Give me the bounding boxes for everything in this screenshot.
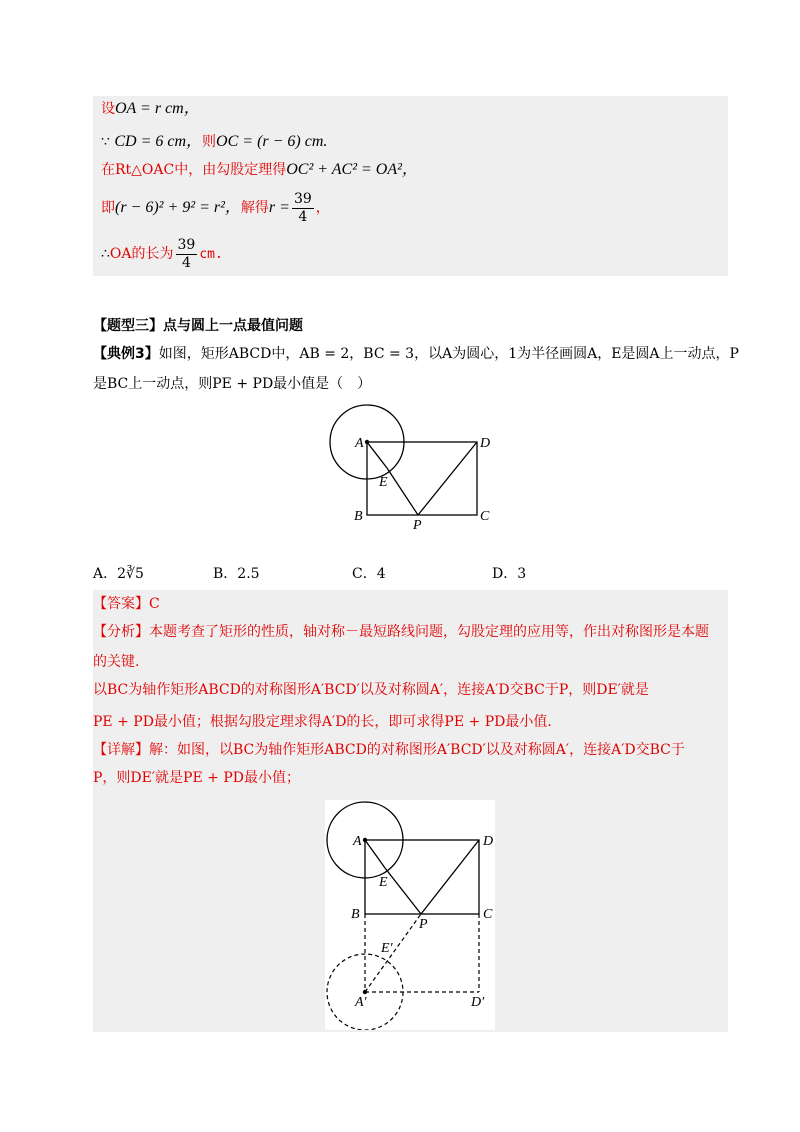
- point-a: [363, 838, 367, 842]
- label-e: E: [379, 475, 388, 490]
- label-a: A: [353, 834, 362, 849]
- option-b: B．2.5: [213, 566, 260, 582]
- denominator: 4: [181, 254, 191, 271]
- math: OA = r cm，: [115, 100, 200, 117]
- segment-ep: [385, 868, 421, 914]
- segment-ae: [365, 840, 385, 868]
- answer-block: [93, 590, 728, 1032]
- solution-block-top: [93, 96, 728, 276]
- label-d: D: [480, 436, 491, 451]
- denominator: 4: [298, 208, 308, 225]
- label-a-prime: A′: [355, 995, 367, 1010]
- math: CD = 6 cm，: [114, 133, 203, 150]
- label-b: B: [354, 509, 363, 524]
- text: OA的长为: [109, 246, 174, 262]
- segment-a-prime-p: [365, 914, 421, 992]
- math: (r − 6)² + 9² = r²，: [115, 199, 241, 216]
- math: OC = (r − 6) cm.: [216, 133, 328, 150]
- label-b: B: [351, 907, 360, 922]
- text: 在Rt△OAC中，由勾股定理得: [101, 162, 287, 178]
- label-p: P: [413, 518, 422, 532]
- segment-pd: [421, 840, 479, 914]
- figure-2: [325, 800, 495, 1030]
- unit: cm.: [199, 247, 223, 262]
- solution-line-3: [101, 160, 418, 180]
- numerator: 39: [177, 236, 196, 253]
- solution-line-4: [101, 188, 330, 228]
- analysis-line-1: 【分析】本题考查了矩形的性质，轴对称－最短路线问题，勾股定理的应用等，作出对称图形是本题: [93, 624, 709, 640]
- detail-line-1: 【详解】解：如图，以BC为轴作矩形ABCD的对称图形A′BCD′以及对称圆A′，连接A′D交BC于: [93, 742, 685, 758]
- because-symbol: ∵: [101, 134, 115, 150]
- option-a: A．2∛5: [93, 566, 144, 582]
- math: OC² + AC² = OA²，: [286, 161, 418, 178]
- label-a: A: [355, 436, 364, 451]
- analysis-line-4: PE + PD最小值；根据勾股定理求得A′D的长，即可求得PE + PD最小值.: [93, 714, 552, 730]
- analysis-line-3: 以BC为轴作矩形ABCD的对称图形A′BCD′以及对称圆A′，连接A′D交BC于P，则DE′就是: [93, 682, 649, 698]
- text: 设: [101, 101, 115, 117]
- label-e-prime: E′: [381, 941, 393, 956]
- figure-1: [322, 402, 502, 532]
- text: 则: [202, 134, 217, 150]
- label-e: E: [379, 875, 388, 890]
- fraction: [292, 191, 314, 226]
- numerator: 39: [293, 190, 312, 207]
- label-d: D: [483, 834, 494, 849]
- solution-line-1: [101, 99, 200, 119]
- example-line-1: [93, 344, 739, 364]
- example-text: 如图，矩形ABCD中，AB = 2，BC = 3，以A为圆心，1为半径画圆A，E是圆A上一动点，P: [158, 346, 739, 362]
- point-a-prime: [363, 990, 367, 994]
- section-title: 【题型三】点与圆上一点最值问题: [93, 318, 303, 334]
- segment-pd: [418, 442, 477, 515]
- example-line-2: 是BC上一动点，则PE + PD最小值是（ ）: [93, 376, 372, 392]
- label-p: P: [419, 917, 428, 932]
- label-d-prime: D′: [471, 995, 485, 1010]
- segment-ae: [367, 442, 387, 468]
- example-tag: 【典例3】: [93, 346, 159, 362]
- text: 解得: [240, 200, 269, 216]
- label-c: C: [483, 907, 493, 922]
- solution-line-2: [101, 132, 327, 152]
- option-d: D．3: [492, 566, 527, 582]
- label-c: C: [480, 509, 490, 524]
- segment-ep: [387, 468, 418, 515]
- text: ，: [315, 200, 330, 216]
- option-c: C．4: [352, 566, 386, 582]
- fraction: [176, 237, 198, 272]
- therefore-symbol: ∴: [101, 246, 110, 262]
- math: r =: [268, 199, 290, 216]
- solution-line-5: [101, 234, 223, 275]
- answer-line: 【答案】C: [93, 596, 160, 612]
- point-a: [365, 440, 369, 444]
- analysis-line-2: 的关键.: [93, 654, 140, 670]
- text: 即: [101, 200, 115, 216]
- detail-line-2: P，则DE′就是PE + PD最小值；: [93, 770, 300, 786]
